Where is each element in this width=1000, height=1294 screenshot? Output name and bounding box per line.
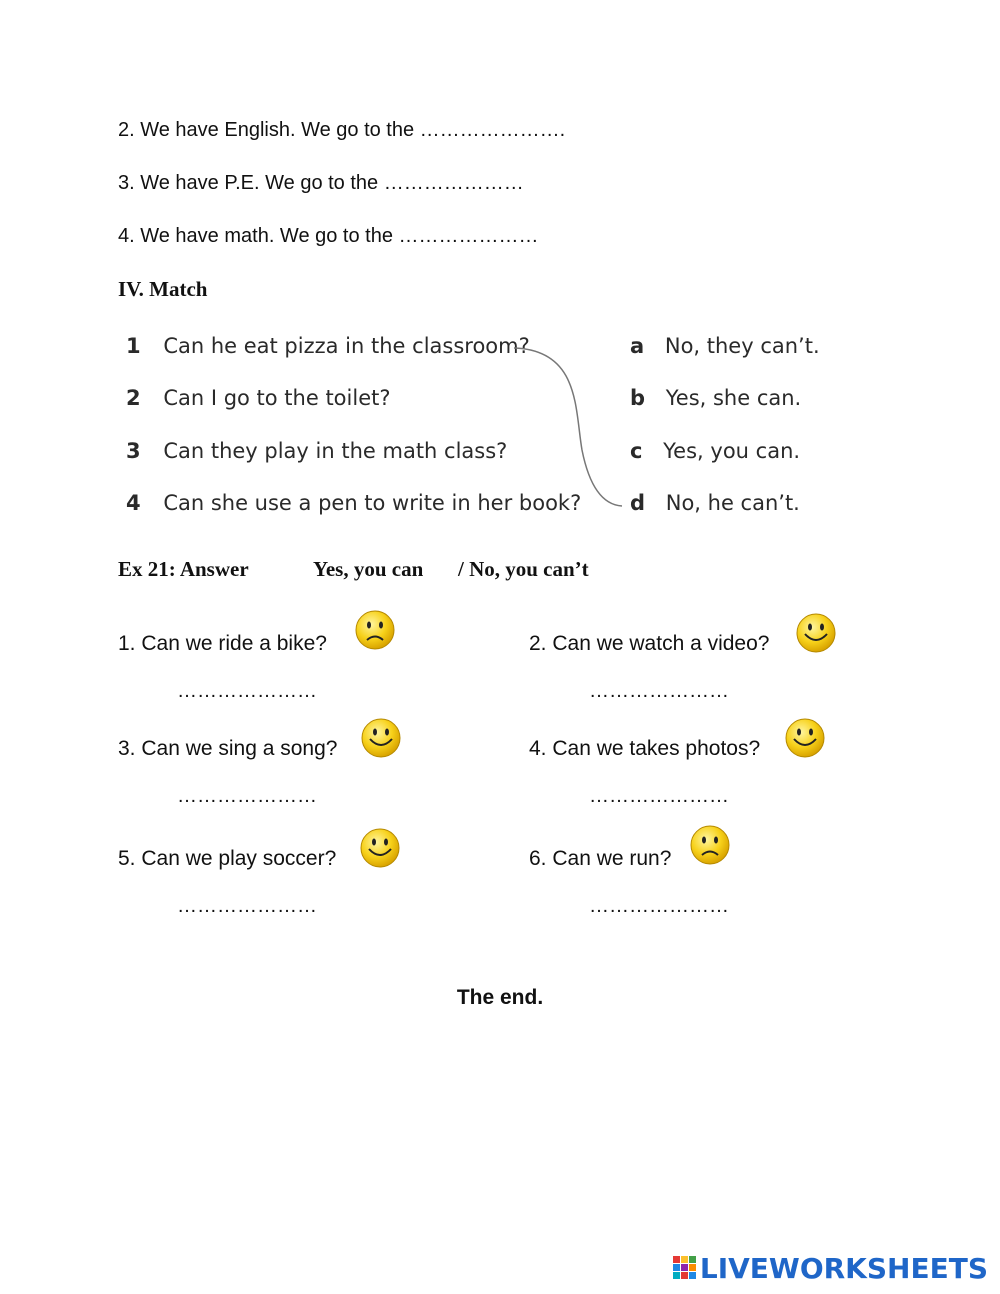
answer-letter: b xyxy=(630,386,646,410)
sad-face-icon xyxy=(354,609,396,651)
answer-blank-1[interactable]: ………………… xyxy=(177,680,317,702)
answer-blank-6[interactable]: ………………… xyxy=(589,895,729,917)
smiley-face-icon xyxy=(360,717,402,759)
question-number: 2 xyxy=(126,386,141,410)
sad-face-icon xyxy=(689,824,731,866)
question-number: 1 xyxy=(126,334,141,358)
match-answer-c xyxy=(630,439,800,463)
smiley-face-icon xyxy=(795,612,837,654)
answer-question-2: 2. Can we watch a video? xyxy=(529,632,770,655)
the-end-text: The end. xyxy=(456,986,544,1009)
logo-text: LIVEWORKSHEETS xyxy=(699,1251,988,1285)
fill-in-line-4: 4. We have math. We go to the ………………… xyxy=(118,225,539,247)
logo-grid-icon xyxy=(673,1256,697,1280)
answer-question-1: 1. Can we ride a bike? xyxy=(118,632,327,655)
answer-letter: a xyxy=(630,334,645,358)
answer-option-yes: Yes, you can xyxy=(313,557,424,581)
answer-text: Yes, you can. xyxy=(663,439,801,463)
question-number: 3 xyxy=(126,439,141,463)
match-question-1 xyxy=(126,334,530,358)
question-text: Can she use a pen to write in her book? xyxy=(163,491,582,515)
answer-text: No, he can’t. xyxy=(665,491,800,515)
answer-blank-2[interactable]: ………………… xyxy=(589,680,729,702)
match-question-3 xyxy=(126,439,507,463)
answer-letter: d xyxy=(630,491,646,515)
answer-blank-4[interactable]: ………………… xyxy=(589,785,729,807)
match-question-2 xyxy=(126,386,391,410)
answer-option-no: / No, you can’t xyxy=(458,557,589,581)
question-text: Can I go to the toilet? xyxy=(163,386,391,410)
answer-section-title: Ex 21: Answer xyxy=(118,557,249,581)
match-answer-d xyxy=(630,491,800,515)
answer-text: Yes, she can. xyxy=(665,386,802,410)
fill-in-line-3: 3. We have P.E. We go to the ………………… xyxy=(118,172,524,194)
liveworksheets-logo[interactable] xyxy=(673,1250,988,1286)
fill-in-line-2: 2. We have English. We go to the …………………. xyxy=(118,119,566,141)
answer-text: No, they can’t. xyxy=(664,334,820,358)
match-answer-a xyxy=(630,334,820,358)
answer-question-6: 6. Can we run? xyxy=(529,847,672,870)
match-answer-b xyxy=(630,386,801,410)
smiley-face-icon xyxy=(784,717,826,759)
answer-blank-3[interactable]: ………………… xyxy=(177,785,317,807)
answer-question-5: 5. Can we play soccer? xyxy=(118,847,337,870)
smiley-face-icon xyxy=(359,827,401,869)
match-example-line xyxy=(510,340,630,515)
match-section-title: IV. Match xyxy=(118,277,208,301)
answer-letter: c xyxy=(630,439,643,463)
question-text: Can they play in the math class? xyxy=(163,439,508,463)
question-number: 4 xyxy=(126,491,141,515)
answer-blank-5[interactable]: ………………… xyxy=(177,895,317,917)
answer-question-3: 3. Can we sing a song? xyxy=(118,737,338,760)
question-text: Can he eat pizza in the classroom? xyxy=(163,334,530,358)
answer-question-4: 4. Can we takes photos? xyxy=(529,737,761,760)
